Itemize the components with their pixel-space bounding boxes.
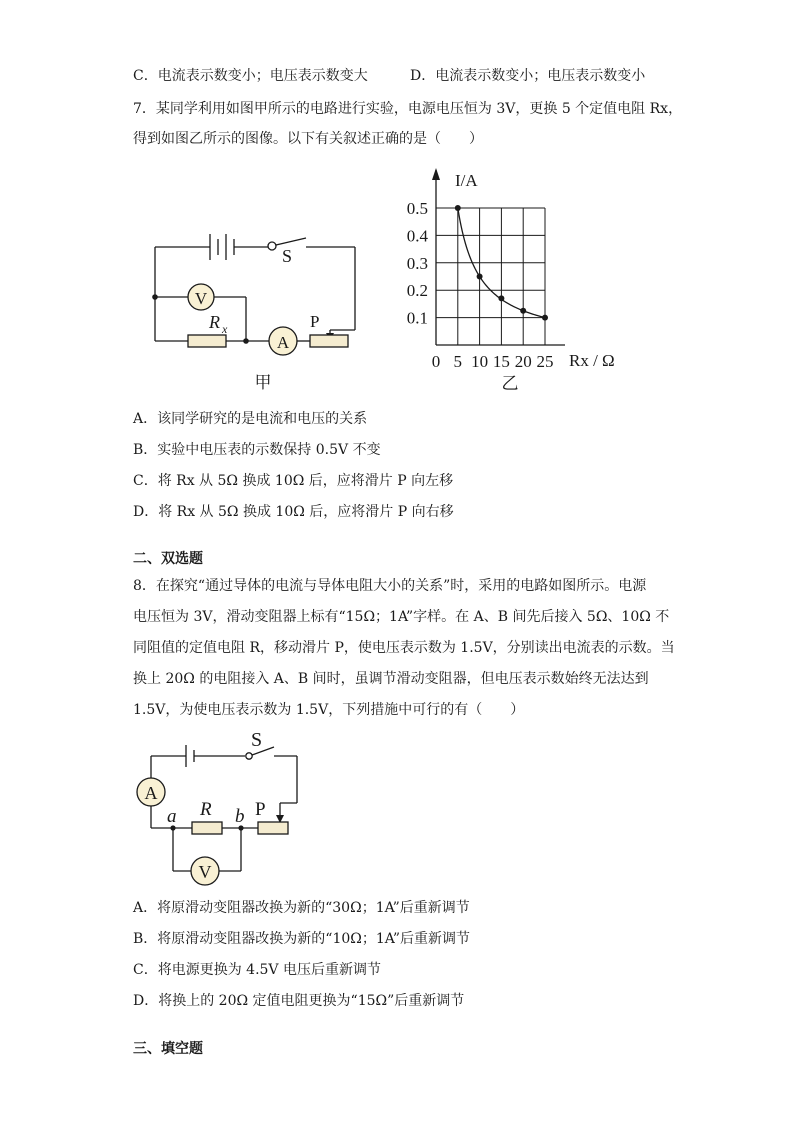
- q7-resistor-sub: x: [222, 322, 228, 336]
- q7-option-a: A．该同学研究的是电流和电压的关系: [133, 411, 368, 427]
- data-point: [542, 315, 548, 321]
- y-tick-label: 0.1: [406, 308, 428, 328]
- q8-voltmeter-label: V: [198, 862, 212, 882]
- q8-slider-label: P: [255, 799, 266, 820]
- q8-stem-line3: 同阻值的定值电阻 R，移动滑片 P，使电压表示数为 1.5V，分别读出电流表的示数。当: [133, 640, 675, 656]
- data-point: [498, 295, 504, 301]
- q8-resistor-label: R: [200, 799, 212, 820]
- q7-ammeter-label: A: [276, 333, 290, 352]
- q8-circuit-diagram: [130, 725, 330, 890]
- q7-option-b: B．实验中电压表的示数保持 0.5V 不变: [133, 442, 381, 458]
- y-tick-label: 0.5: [406, 199, 428, 218]
- q8-node-b-label: b: [235, 806, 245, 827]
- q7-slider-label: P: [310, 312, 320, 331]
- y-tick-label: 0.2: [406, 281, 428, 301]
- q8-option-d: D．将换上的 20Ω 定值电阻更换为“15Ω”后重新调节: [133, 993, 465, 1009]
- q7-stem-line1: 7．某同学利用如图甲所示的电路进行实验，电源电压恒为 3V，更换 5 个定值电阻 Rx，: [133, 101, 683, 117]
- q8-stem-line2: 电压恒为 3V，滑动变阻器上标有“15Ω；1A”字样。在 A、B 间先后接入 5Ω、10Ω 不: [133, 609, 670, 625]
- data-point: [520, 308, 526, 314]
- q7-option-c: C．将 Rx 从 5Ω 换成 10Ω 后，应将滑片 P 向左移: [133, 473, 454, 489]
- q7-option-d: D．将 Rx 从 5Ω 换成 10Ω 后，应将滑片 P 向右移: [133, 504, 454, 520]
- q8-option-b: B．将原滑动变阻器改换为新的“10Ω；1A”后重新调节: [133, 931, 470, 947]
- chart-caption: 乙: [501, 374, 519, 393]
- section3-title: 三、填空题: [133, 1041, 203, 1057]
- chart-y-tick-labels: [407, 199, 429, 328]
- y-tick-label: 0.4: [406, 226, 428, 246]
- chart-grid: [436, 208, 545, 345]
- q8-node-a-label: a: [167, 806, 177, 827]
- q8-stem-line5: 1.5V，为使电压表示数为 1.5V，下列措施中可行的有（ ）: [133, 702, 525, 718]
- x-tick-label: 0: [431, 352, 441, 371]
- q8-stem-line1: 8．在探究“通过导体的电流与导体电阻大小的关系”时，采用的电路如图所示。电源: [133, 578, 647, 594]
- chart-y-axis-label: I/A: [455, 171, 478, 190]
- chart-x-axis-label: Rx / Ω: [569, 351, 615, 370]
- y-axis-arrow: [432, 168, 440, 180]
- q7-switch-label: S: [282, 246, 293, 266]
- chart-x-tick-labels: [432, 352, 554, 371]
- section2-title: 二、双选题: [133, 551, 203, 567]
- x-tick-label: 20: [514, 352, 532, 371]
- y-tick-label: 0.3: [406, 253, 428, 273]
- q7-circuit-caption: 甲: [254, 373, 272, 392]
- q6-option-d: D．电流表示数变小；电压表示数变小: [410, 68, 646, 84]
- q7-circuit-diagram: [140, 220, 370, 400]
- q7-graph: [400, 160, 640, 395]
- q7-voltmeter-label: V: [194, 289, 208, 308]
- data-point: [455, 205, 461, 211]
- x-tick-label: 15: [492, 352, 510, 371]
- q7-stem-line2: 得到如图乙所示的图像。以下有关叙述正确的是（ ）: [133, 131, 483, 147]
- q8-option-c: C．将电源更换为 4.5V 电压后重新调节: [133, 962, 381, 978]
- q8-switch-label: S: [251, 729, 263, 751]
- q8-option-a: A．将原滑动变阻器改换为新的“30Ω；1A”后重新调节: [133, 900, 470, 916]
- q8-stem-line4: 换上 20Ω 的电阻接入 A、B 间时，虽调节滑动变阻器，但电压表示数始终无法达到: [133, 671, 649, 687]
- q6-option-c: C．电流表示数变小；电压表示数变大: [133, 68, 368, 84]
- x-tick-label: 10: [471, 352, 489, 371]
- q8-ammeter-label: A: [144, 783, 158, 803]
- x-tick-label: 5: [453, 352, 463, 371]
- q7-resistor-label: R: [209, 312, 220, 332]
- x-tick-label: 25: [536, 352, 554, 371]
- data-point: [477, 274, 483, 280]
